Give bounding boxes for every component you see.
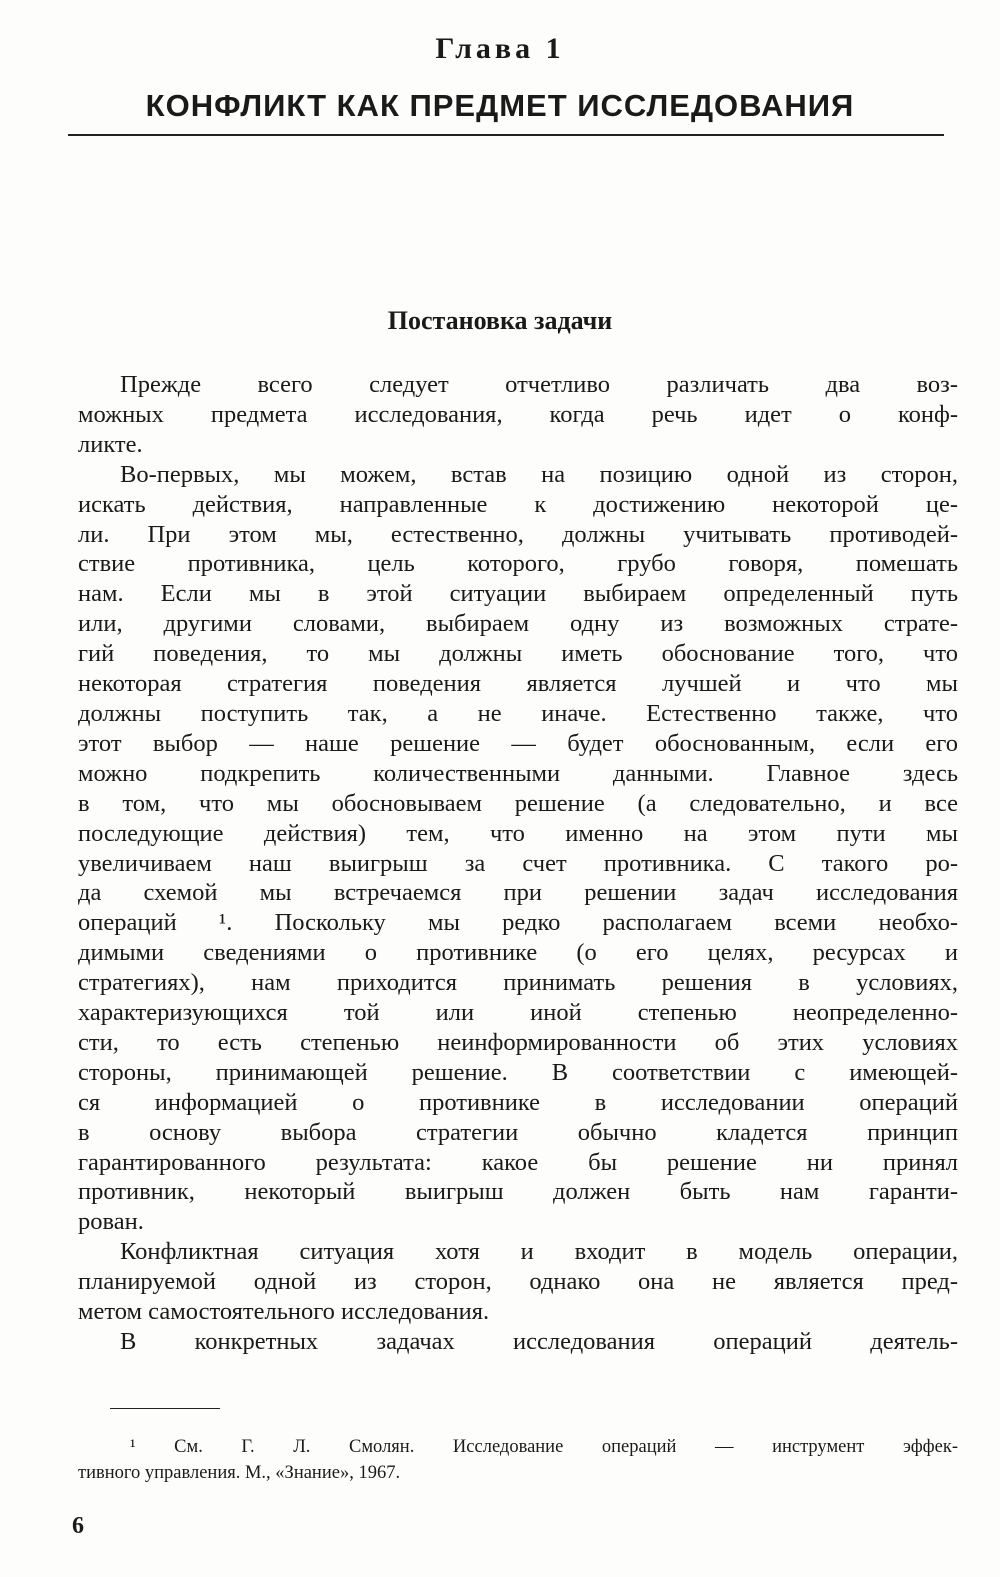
text-line: гий поведения, то мы должны иметь обоснование того, что [78,640,958,668]
text-line: Во-первых, мы можем, встав на позицию одной из сторон, [120,460,958,488]
paragraph [78,370,958,460]
text-line: этот выбор — наше решение — будет обоснованным, если его [78,729,958,757]
text-line: ствие противника, цель которого, грубо говоря, помешать [78,550,958,578]
paragraph [78,1327,958,1357]
text-line: в том, что мы обосновываем решение (а следовательно, и все [78,789,958,817]
paragraph [78,1237,958,1327]
text-line: или, другими словами, выбираем одну из возможных страте- [78,610,958,638]
text-line: планируемой одной из сторон, однако она не является пред- [78,1268,958,1296]
title-divider [68,134,944,136]
text-line: ликте. [78,430,143,458]
text-line: увеличиваем наш выигрыш за счет противника. С такого ро- [78,849,958,877]
text-line: последующие действия) тем, что именно на этом пути мы [78,819,958,847]
text-line: характеризующихся той или иной степенью неопределенно- [78,999,958,1027]
text-line: ли. При этом мы, естественно, должны учитывать противодей- [78,520,958,548]
text-line: гарантированного результата: какое бы решение ни принял [78,1148,958,1176]
page-number: 6 [72,1513,84,1539]
text-line: некоторая стратегия поведения является лучшей и что мы [78,670,958,698]
text-line: стратегиях), нам приходится принимать решения в условиях, [78,969,958,997]
footnote-divider [110,1408,220,1409]
text-line: можных предмета исследования, когда речь идет о конф- [78,400,958,428]
chapter-label: Глава 1 [435,32,565,65]
paragraph [78,460,958,1238]
text-line: искать действия, направленные к достижению некоторой це- [78,490,958,518]
section-title: Постановка задачи [387,306,613,335]
footnote-line: тивного управления. М., «Знание», 1967. [78,1463,401,1483]
body-text [78,370,958,1357]
text-line: димыми сведениями о противнике (о его целях, ресурсах и [78,939,958,967]
text-line: должны поступить так, а не иначе. Естественно также, что [78,699,958,727]
footnote [78,1434,958,1486]
text-line: да схемой мы встречаемся при решении задач исследования [78,879,958,907]
text-line: противник, некоторый выигрыш должен быть нам гаранти- [78,1178,958,1206]
text-line: сти, то есть степенью неинформированности об этих условиях [78,1028,958,1056]
text-line: Прежде всего следует отчетливо различать два воз- [120,371,958,398]
text-line: ся информацией о противнике в исследовании операций [78,1088,958,1116]
text-line: стороны, принимающей решение. В соответствии с имеющей- [78,1058,958,1086]
text-line: в основу выбора стратегии обычно кладется принцип [78,1118,958,1146]
text-line: В конкретных задачах исследования операций деятель- [120,1328,958,1355]
text-line: нам. Если мы в этой ситуации выбираем определенный путь [78,580,958,608]
text-line: метом самостоятельного исследования. [78,1298,490,1326]
text-line: рован. [78,1208,144,1236]
chapter-title: КОНФЛИКТ КАК ПРЕДМЕТ ИССЛЕДОВАНИЯ [145,88,855,123]
text-line: операций ¹. Поскольку мы редко располагаем всеми необхо- [78,909,958,937]
text-line: можно подкрепить количественными данными. Главное здесь [78,759,958,787]
footnote-line: ¹ См. Г. Л. Смолян. Исследование операций — инструмент эффек- [130,1437,958,1457]
text-line: Конфликтная ситуация хотя и входит в модель операции, [120,1238,958,1266]
